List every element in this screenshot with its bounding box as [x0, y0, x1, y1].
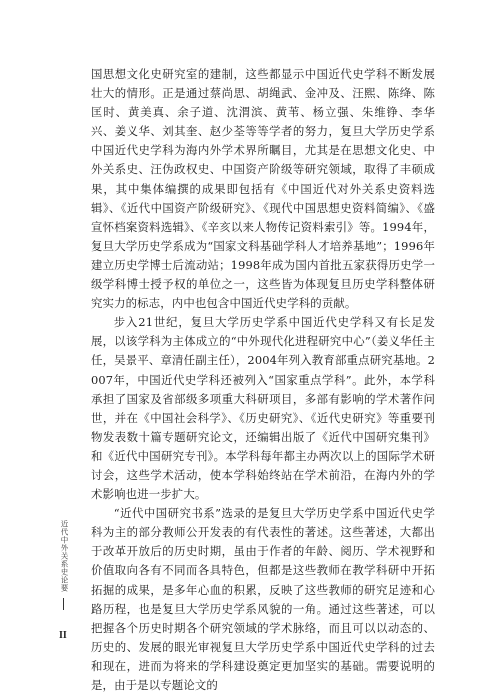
paragraph-3: “近代中国研究书系”选录的是复旦大学历史学系中国近代史学科为主的部分教师公开发表的有代表性的著述。这些著述，大都出于改革开放后的历史时期，虽由于作者的年龄、阅历、学术视野和价值取向各有不同而各具特色，但都是这些教师在教学科研中开拓拓掘的成果，是多年心血的积累，反映了这些教师的研究足迹和心路历程，也是复旦大学历史学系风貌的一角。通过这些著述，可以把握各个历史时期各个研究领域的学术脉络，而且可以以动态的、历史的、发展的眼光审视复旦大学历史学系中国近代史学科的过去和现在，进而为将来的学科建设奠定更加坚实的基础。需要说明的是，由于是以专题论文的	[91, 506, 435, 692]
paragraph-2: 步入21世纪，复旦大学历史学系中国近代史学科又有长足发展，以该学科为主体成立的“中外现代化进程研究中心”（姜义华任主任，吴景平、章清任副主任），2004年列入教育部重点研究基地。2007年，中国近代史学科还被列入“国家重点学科”。此外，本学科承担了国家及省部级多项重大科研项目，多部有影响的学术著作问世，并在《中国社会科学》、《历史研究》、《近代史研究》等重要刊物发表数十篇专题研究论文，还编辑出版了《近代中国研究集刊》和《近代中国研究专刊》。本学科每年都主办两次以上的国际学术研讨会，这些学术活动，使本学科始终站在学术前沿，在海内外的学术影响也进一步扩大。	[91, 315, 435, 502]
body-text	[91, 65, 435, 695]
running-head-rule	[63, 598, 64, 610]
running-head-vertical: 近代中外关系史论要	[60, 520, 69, 592]
page-number: II	[59, 630, 67, 641]
paragraph-1: 国思想文化史研究室的建制，这些都显示中国近代史学科不断发展壮大的情形。正是通过蔡尚思、胡绳武、金冲及、汪熙、陈绛、陈匡时、黄美真、余子道、沈渭滨、黄苇、杨立强、朱维铮、李华兴、姜义华、刘其奎、赵少荃等等学者的努力，复旦大学历史学系中国近代史学科为海内外学术界所瞩目，尤其是在思想文化史、中外关系史、汪伪政权史、中国资产阶级等研究领域，取得了丰硕成果，其中集体编撰的成果即包括有《中国近代对外关系史资料选辑》、《近代中国资产阶级研究》、《现代中国思想史资料简编》、《盛宣怀档案资料选辑》、《辛亥以来人物传记资料索引》等。1994年，复旦大学历史学系成为“国家文科基础学科人才培养基地”；1996年建立历史学博士后流动站；1998年成为国内首批五家获得历史学一级学科博士授予权的单位之一，这些皆为体现复旦历史学科整体研究实力的标志，内中也包含中国近代史学科的贡献。	[91, 67, 435, 311]
